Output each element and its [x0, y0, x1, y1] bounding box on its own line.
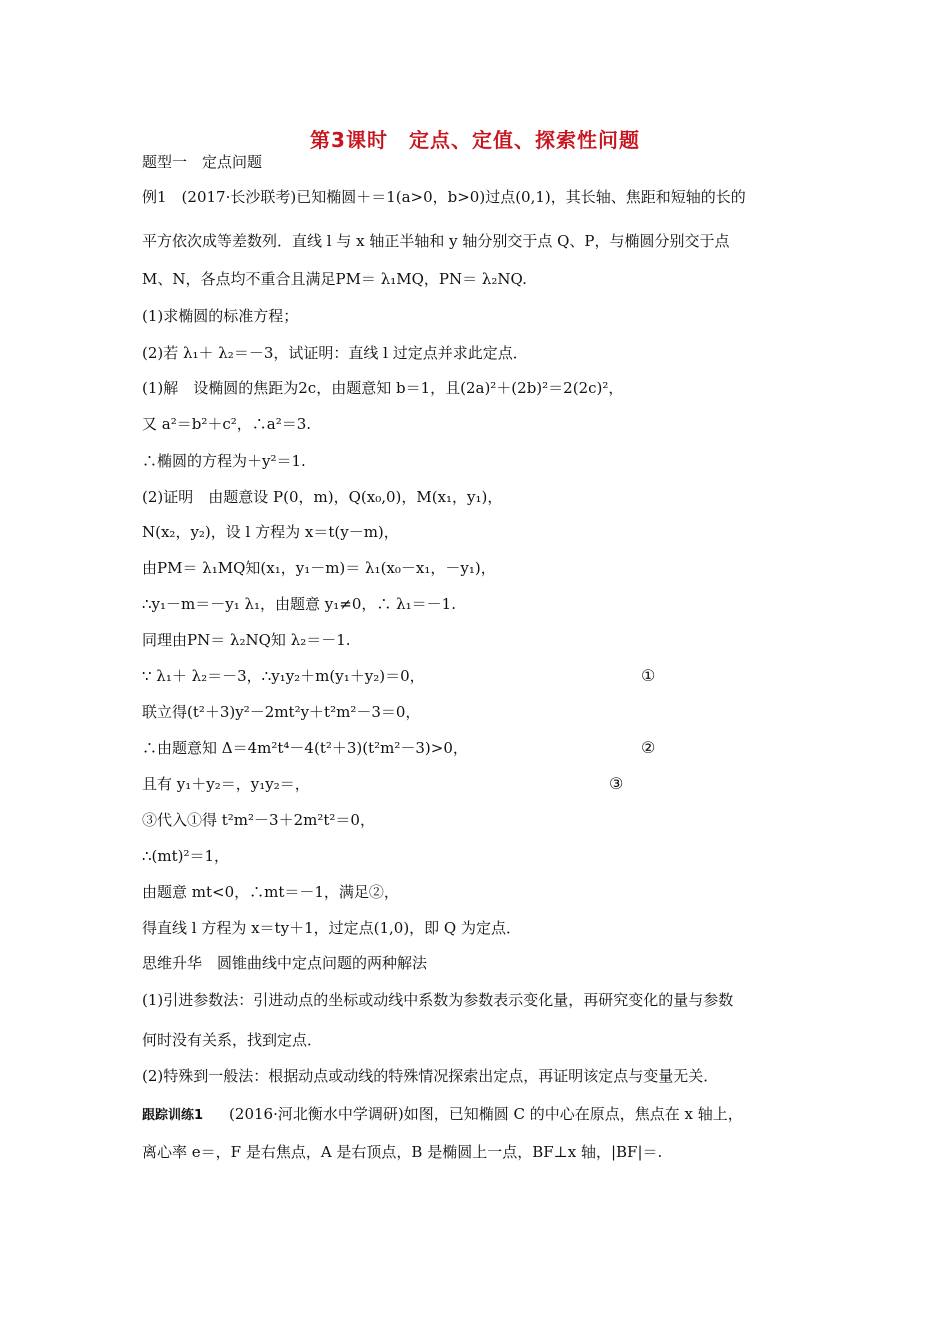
text-line: 例1 (2017·长沙联考)已知椭圆＋＝1(a>0，b>0)过点(0,1)，其长轴、焦距和短轴的长的 [142, 188, 746, 206]
text-line: 由PM＝ λ₁MQ知(x₁，y₁－m)＝ λ₁(x₀－x₁，－y₁)， [142, 559, 496, 577]
text-line: ∴椭圆的方程为＋y²＝1. [142, 452, 306, 470]
text-line: ∵ λ₁＋ λ₂＝－3，∴y₁y₂＋m(y₁＋y₂)＝0， [142, 667, 425, 685]
text-line: 又 a²＝b²＋c²，∴a²＝3. [142, 415, 312, 433]
text-line: (2)证明 由题意设 P(0，m)，Q(x₀,0)，M(x₁，y₁)， [142, 488, 503, 506]
text-line: ∴y₁－m＝－y₁ λ₁，由题意 y₁≠0，∴ λ₁＝－1. [142, 595, 456, 613]
text-line: 联立得(t²＋3)y²－2mt²y＋t²m²－3＝0， [142, 703, 421, 721]
text-line: (2)若 λ₁＋ λ₂＝－3，试证明：直线 l 过定点并求此定点． [142, 344, 528, 362]
text-line: 且有 y₁＋y₂＝，y₁y₂＝， [142, 775, 310, 793]
equation-mark-3: ③ [609, 774, 624, 793]
text-line: 平方依次成等差数列．直线 l 与 x 轴正半轴和 y 轴分别交于点 Q、P，与椭圆分别交于点 [142, 232, 730, 250]
exercise-line [142, 1104, 822, 1126]
exercise-text: (2016·河北衡水中学调研)如图，已知椭圆 C 的中心在原点，焦点在 x 轴上， [229, 1105, 743, 1123]
text-line: ∴(mt)²＝1， [142, 847, 230, 865]
text-line: 何时没有关系，找到定点． [142, 1031, 323, 1049]
section-heading: 题型一 定点问题 [142, 153, 263, 171]
text-line: ③代入①得 t²m²－3＋2m²t²＝0， [142, 811, 375, 829]
text-line: 得直线 l 方程为 x＝ty＋1，过定点(1,0)，即 Q 为定点． [142, 919, 522, 937]
text-line: M、N，各点均不重合且满足PM＝ λ₁MQ，PN＝ λ₂NQ. [142, 270, 527, 288]
insight-heading: 思维升华 圆锥曲线中定点问题的两种解法 [142, 954, 428, 972]
text-line: N(x₂，y₂)，设 l 方程为 x＝t(y－m)， [142, 523, 399, 541]
text-line: ∴由题意知 Δ＝4m²t⁴－4(t²＋3)(t²m²－3)>0， [142, 739, 468, 757]
text-line: (1)解 设椭圆的焦距为2c，由题意知 b＝1，且(2a)²＋(2b)²＝2(2c)²， [142, 379, 624, 397]
text-line: (2)特殊到一般法：根据动点或动线的特殊情况探索出定点，再证明该定点与变量无关． [142, 1067, 719, 1085]
text-line: (1)求椭圆的标准方程； [142, 307, 299, 325]
equation-mark-1: ① [641, 666, 656, 685]
text-line: 同理由PN＝ λ₂NQ知 λ₂＝－1. [142, 631, 351, 649]
exercise-tag: 跟踪训练1 [142, 1108, 204, 1123]
text-line: 由题意 mt<0，∴mt＝－1，满足②， [142, 883, 399, 901]
page-title: 第3课时 定点、定值、探索性问题 [310, 128, 640, 152]
text-line: 离心率 e＝，F 是右焦点，A 是右顶点，B 是椭圆上一点，BF⊥x 轴，|BF|＝. [142, 1143, 663, 1161]
text-line: (1)引进参数法：引进动点的坐标或动线中系数为参数表示变化量，再研究变化的量与参数 [142, 991, 734, 1009]
equation-mark-2: ② [641, 738, 656, 757]
